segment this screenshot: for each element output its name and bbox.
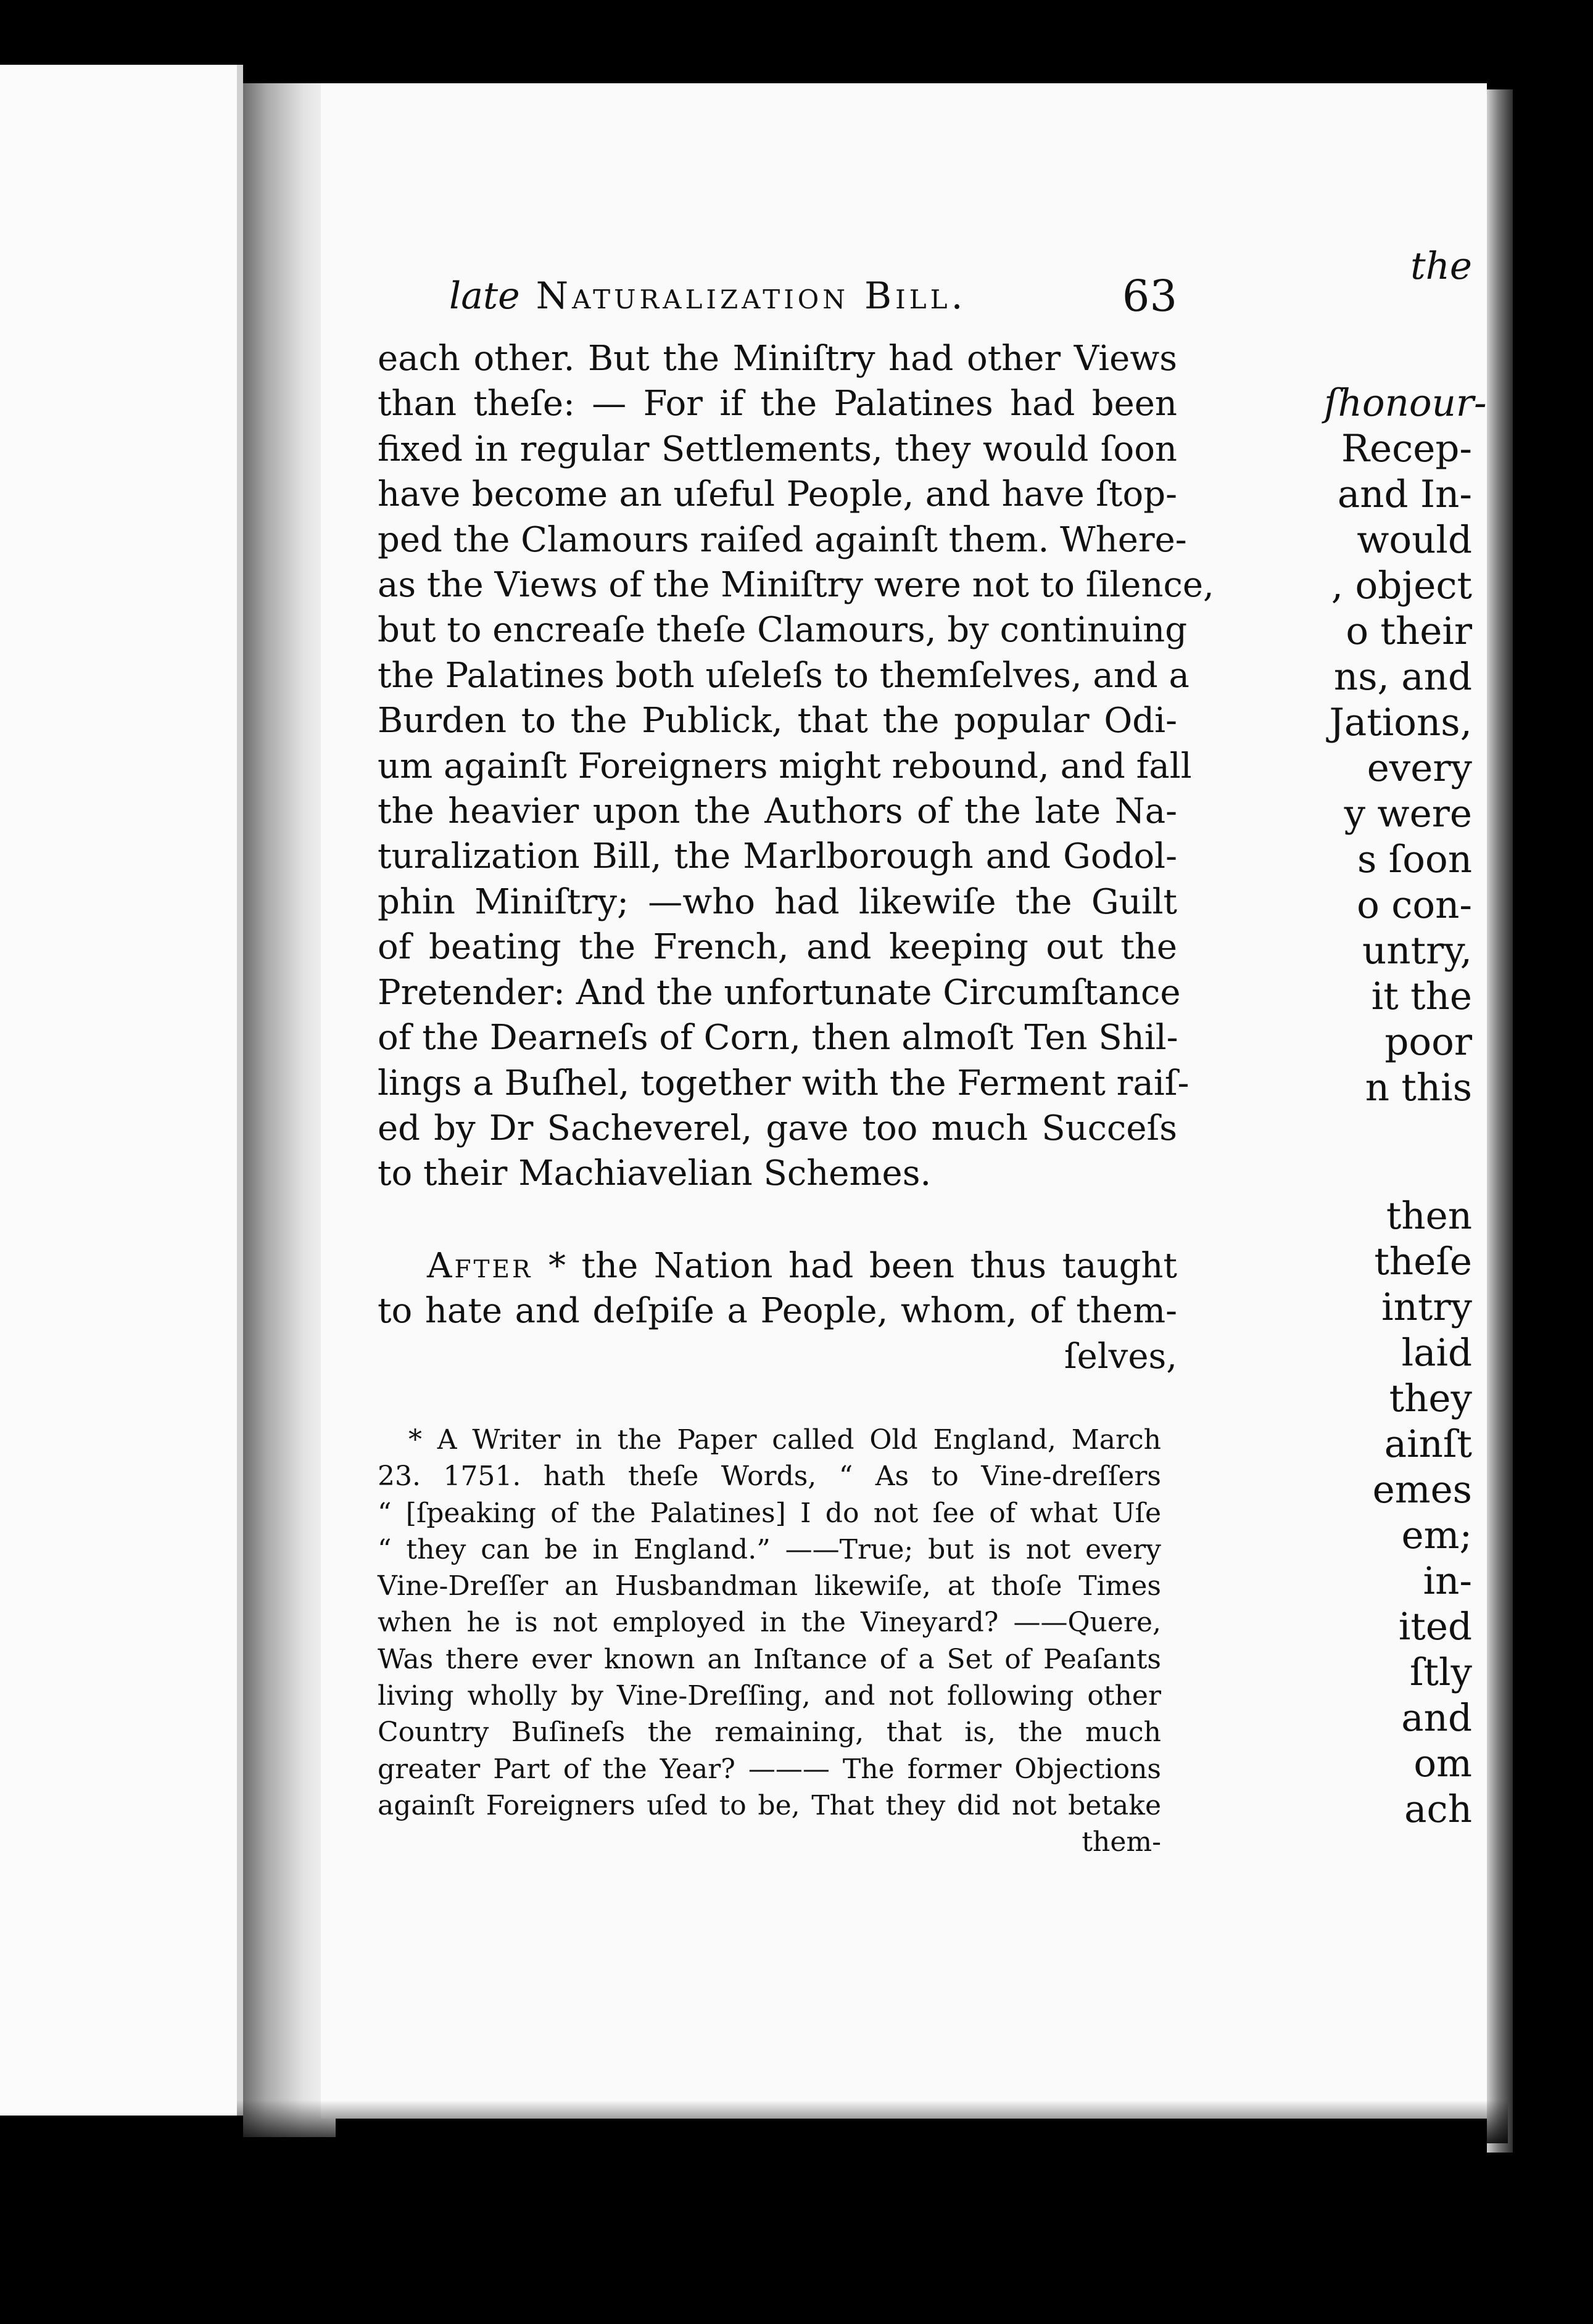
footnote-line: greater Part of the Year? ——— The former Objections [378,1753,1161,1785]
left-fragment: Jations, [1329,701,1472,744]
paragraph-line-rest: * the Nation had been thus taught [532,1245,1177,1286]
left-fragment: o their [1346,609,1472,653]
text-line: but to encreaſe theſe Clamours, by continuing [378,610,1188,651]
footnote-line: living wholly by Vine-Dreſſing, and not following other [378,1680,1161,1712]
text-line: Burden to the Publick, that the popular Odi- [378,701,1177,741]
left-fragment: poor [1384,1020,1472,1064]
left-fragment: y were [1344,792,1472,836]
text-line: um againſt Foreigners might rebound, and fall [378,746,1192,786]
left-fragment: em; [1401,1514,1472,1557]
footnote-line: Country Buſineſs the remaining, that is, the much [378,1716,1161,1749]
text-line: of beating the French, and keeping out the [378,927,1177,968]
left-fragment: and [1401,1696,1472,1740]
left-fragment: Recep- [1341,427,1472,471]
left-fragment: ſtly [1409,1650,1472,1694]
text-line: turalization Bill, the Marlborough and Godol- [378,836,1177,877]
left-fragment: o con- [1357,883,1472,927]
bottom-shadow [237,2100,1508,2143]
footnote-line: againſt Foreigners uſed to be, That they did not betake [378,1789,1161,1821]
left-fragment: om [1413,1742,1472,1786]
running-head-italic: late [449,274,520,318]
page-number: 63 [1122,271,1177,321]
left-page [0,65,243,2116]
left-fragment: n this [1365,1066,1472,1110]
left-fragment: every [1367,746,1472,790]
footnote-line: Was there ever known an Inſtance of a Set of Peaſants [378,1643,1161,1675]
left-fragment: in- [1423,1559,1472,1603]
footnote-line: “ [ſpeaking of the Palatines] I do not ſee of what Uſe [378,1497,1161,1529]
page-edge [1487,89,1513,2153]
text-line: to hate and deſpiſe a People, whom, of them- [378,1291,1177,1332]
text-line: fixed in regular Settlements, they would ſoon [378,429,1177,469]
text-line: as the Views of the Miniſtry were not to ſilence, [378,565,1214,606]
left-fragment: untry, [1362,929,1472,973]
text-line: the Palatines both uſeleſs to themſelves, and a [378,655,1190,696]
left-fragment: ſhonour- [1324,381,1487,425]
text-line: Pretender: And the unfortunate Circumſtance [378,972,1181,1013]
left-fragment: theſe [1374,1240,1472,1284]
footnote-line: “ they can be in England.” ——True; but is not every [378,1533,1161,1565]
text-line: ed by Dr Sacheverel, gave too much Succeſs [378,1108,1177,1148]
left-fragment: then [1386,1194,1472,1238]
left-fragment: they [1389,1377,1472,1420]
text-line: lings a Buſhel, together with the Ferment raiſ- [378,1063,1190,1103]
left-fragment: laid [1401,1331,1472,1375]
left-fragment: ach [1404,1787,1472,1831]
text-line: than theſe: — For if the Palatines had been [378,384,1177,424]
left-fragment: intry [1381,1285,1472,1329]
body-text [378,336,1214,1379]
left-fragment: and In- [1337,472,1472,516]
paragraph-opening-line [378,1243,1177,1288]
left-fragment: s ſoon [1357,838,1472,881]
left-fragment: the [1410,244,1472,288]
footnote-catchword: them- [1082,1826,1161,1858]
left-fragment: ns, and [1333,655,1472,699]
paragraph-lead-caps: After [427,1245,533,1286]
left-fragment: it the [1371,975,1472,1018]
left-fragment: emes [1372,1468,1472,1512]
footnote [378,1422,1161,1861]
text-line: have become an uſeful People, and have ſtop- [378,474,1177,515]
running-head-title: Naturalization Bill. [536,274,967,318]
left-fragment: ainſt [1384,1422,1472,1466]
text-line: ped the Clamours raiſed againſt them. Where- [378,519,1187,560]
left-page-fragments-bottom [1324,1193,1472,1832]
left-fragment: , object [1331,564,1472,608]
footnote-line: when he is not employed in the Vineyard? ——Quere, [378,1607,1161,1639]
text-line: to their Machiavelian Schemes. [378,1153,932,1194]
left-fragment: would [1357,518,1472,562]
text-line: phin Miniſtry; —who had likewiſe the Guilt [378,881,1177,922]
footnote-line: 23. 1751. hath theſe Words, “ As to Vine-dreſſers [378,1461,1161,1493]
left-fragment: ited [1398,1605,1472,1649]
footnote-line: * A Writer in the Paper called Old England, March [408,1424,1161,1456]
footnote-line: Vine-Dreſſer an Husbandman likewiſe, at thoſe Times [378,1570,1161,1602]
text-line: the heavier upon the Authors of the late Na- [378,791,1177,832]
text-line: each other. But the Miniſtry had other Views [378,339,1177,379]
left-page-fragments-top [1324,244,1487,1111]
running-head [449,271,1177,321]
catchword: ſelves, [1064,1336,1177,1377]
text-line: of the Dearneſs of Corn, then almoſt Ten Shil- [378,1018,1178,1058]
